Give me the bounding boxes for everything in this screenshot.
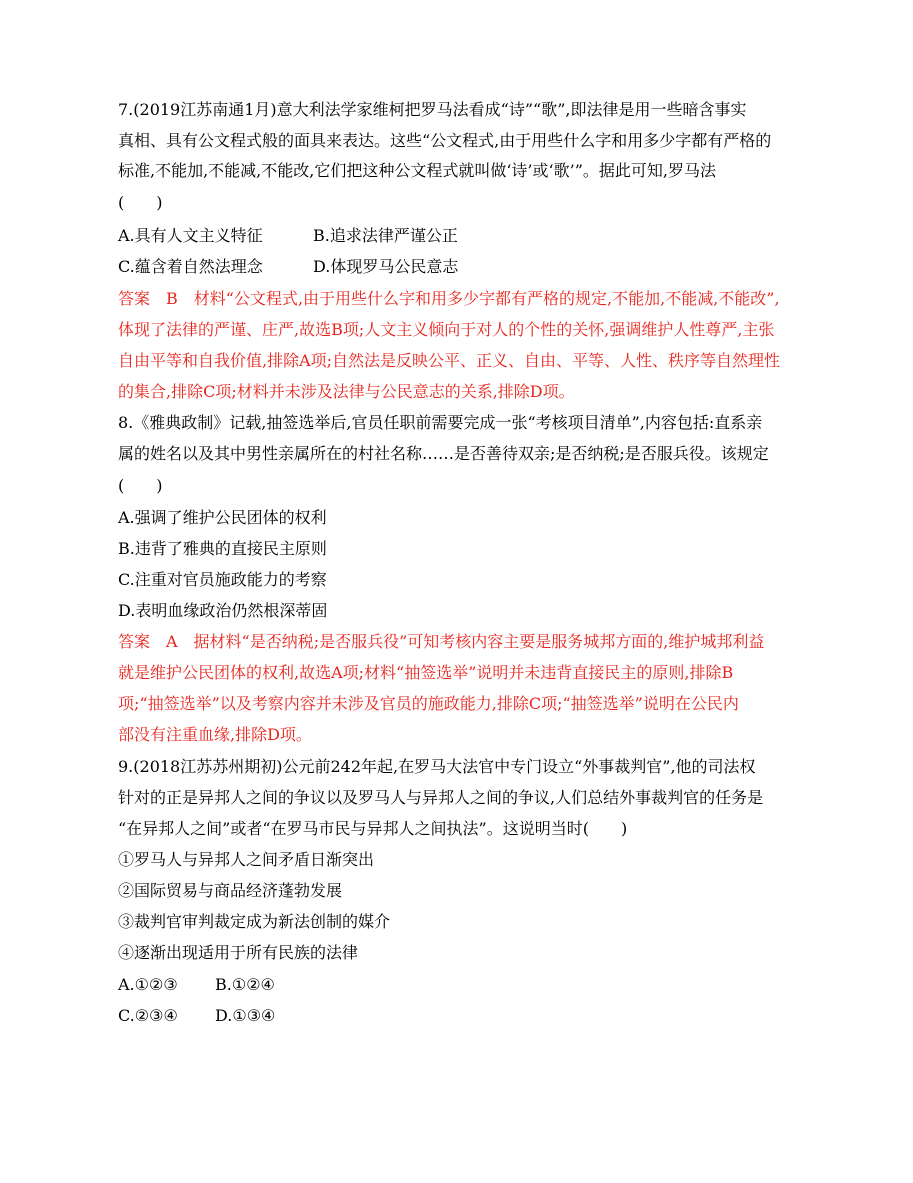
q8-option-a: A.强调了维护公民团体的权利 — [118, 508, 327, 527]
q7-option-row-1 — [118, 225, 818, 247]
q8-answer-line-2: 就是维护公民团体的权利,故选A项;材料“抽签选举”说明并未违背直接民主的原则,排除B — [118, 663, 734, 682]
q7-answer-line-4: 的集合,排除C项;材料并未涉及法律与公民意志的关系,排除D项。 — [118, 382, 575, 401]
q8-option-d: D.表明血缘政治仍然根深蒂固 — [118, 601, 328, 620]
q8-stem-line-1: 8.《雅典政制》记载,抽签选举后,官员任职前需要完成一张“考核项目清单”,内容包括:直系亲 — [118, 413, 763, 432]
q9-option-b: B.①②④ — [215, 975, 275, 994]
q9-statement-2: ②国际贸易与商品经济蓬勃发展 — [118, 881, 343, 900]
q7-stem-line-1: 7.(2019江苏南通1月)意大利法学家维柯把罗马法看成“诗”“歌”,即法律是用一些暗含事实 — [118, 100, 747, 119]
q9-stem-line-1: 9.(2018江苏苏州期初)公元前242年起,在罗马大法官中专门设立“外事裁判官”,他的司法权 — [118, 757, 756, 776]
q7-stem-line-4: ( ) — [118, 193, 163, 212]
q8-stem-line-3: ( ) — [118, 476, 163, 495]
q9-statement-4: ④逐渐出现适用于所有民族的法律 — [118, 943, 359, 962]
q7-option-c: C.蕴含着自然法理念 — [118, 257, 263, 276]
q9-stem-line-2: 针对的正是异邦人之间的争议以及罗马人与异邦人之间的争议,人们总结外事裁判官的任务是 — [118, 788, 764, 807]
q8-option-b: B.违背了雅典的直接民主原则 — [118, 539, 327, 558]
q8-answer-line-4: 部没有注重血缘,排除D项。 — [118, 725, 312, 744]
q8-answer-line-1: 答案 A 据材料“是否纳税;是否服兵役”可知考核内容主要是服务城邦方面的,维护城邦利益 — [118, 632, 765, 651]
q7-option-row-2 — [118, 256, 818, 278]
q8-stem-line-2: 属的姓名以及其中男性亲属所在的村社名称……是否善待双亲;是否纳税;是否服兵役。该规定 — [118, 444, 769, 463]
q9-option-row-1 — [118, 974, 818, 996]
q9-stem-line-3: “在异邦人之间”或者“在罗马市民与异邦人之间执法”。这说明当时( ) — [118, 819, 628, 838]
q7-stem-line-2: 真相、具有公文程式般的面具来表达。这些“公文程式,由于用些什么字和用多少字都有严格的 — [118, 131, 772, 150]
q9-statement-1: ①罗马人与异邦人之间矛盾日渐突出 — [118, 850, 375, 869]
q7-answer-line-1: 答案 B 材料“公文程式,由于用些什么字和用多少字都有严格的规定,不能加,不能减,不能改”, — [118, 289, 780, 308]
q7-option-d: D.体现罗马公民意志 — [313, 257, 459, 276]
q8-option-c: C.注重对官员施政能力的考察 — [118, 570, 327, 589]
q9-option-d: D.①③④ — [215, 1006, 276, 1025]
q9-option-c: C.②③④ — [118, 1006, 178, 1025]
q7-stem-line-3: 标准,不能加,不能减,不能改,它们把这种公文程式就叫做‘诗’或‘歌’”。据此可知,罗马法 — [118, 161, 716, 180]
q9-option-row-2 — [118, 1005, 818, 1027]
q9-option-a: A.①②③ — [118, 975, 178, 994]
q9-statement-3: ③裁判官审判裁定成为新法创制的媒介 — [118, 912, 391, 931]
q7-option-b: B.追求法律严谨公正 — [313, 226, 458, 245]
q7-option-a: A.具有人文主义特征 — [118, 226, 263, 245]
q8-answer-line-3: 项;“抽签选举”以及考察内容并未涉及官员的施政能力,排除C项;“抽签选举”说明在公民内 — [118, 694, 739, 713]
q7-answer-line-2: 体现了法律的严谨、庄严,故选B项;人文主义倾向于对人的个性的关怀,强调维护人性尊严,主张 — [118, 320, 775, 339]
q7-answer-line-3: 自由平等和自我价值,排除A项;自然法是反映公平、正义、自由、平等、人性、秩序等自然理性 — [118, 351, 781, 370]
